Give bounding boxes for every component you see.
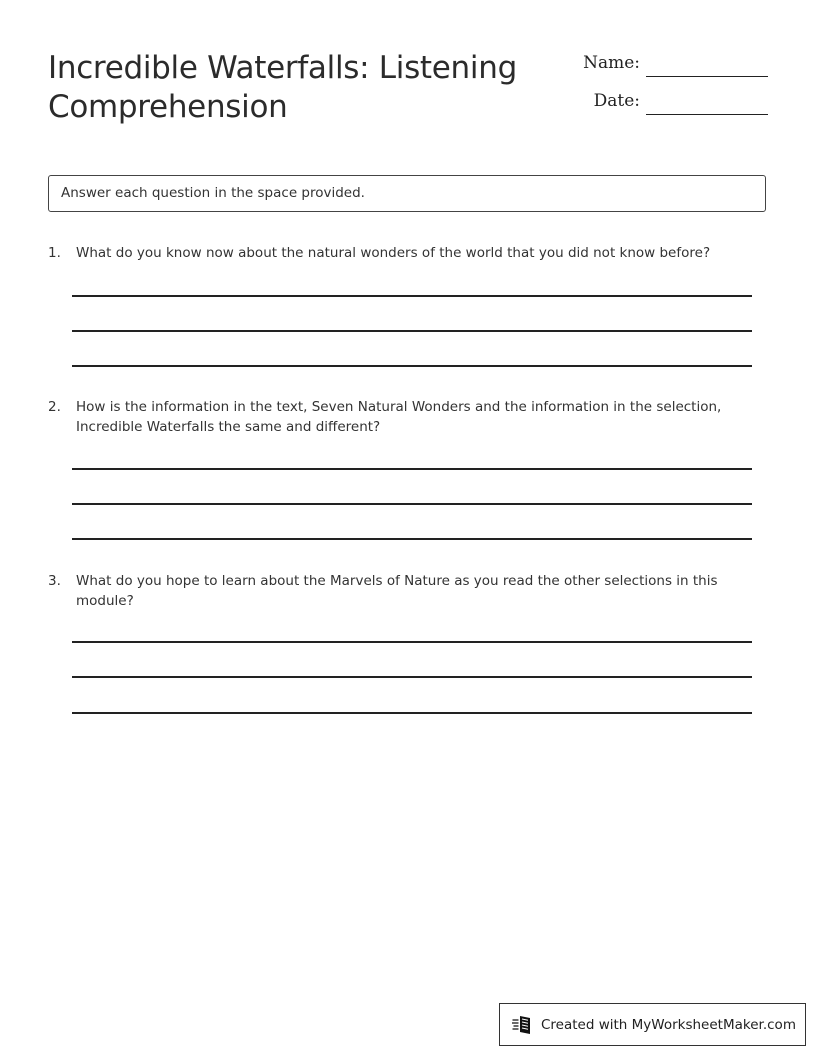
name-label: Name: <box>583 53 640 73</box>
answer-line[interactable] <box>72 365 752 367</box>
answer-line[interactable] <box>72 295 752 297</box>
name-field <box>560 53 768 81</box>
answer-line[interactable] <box>72 330 752 332</box>
question-number: 2. <box>48 399 61 415</box>
date-blank-line[interactable] <box>646 114 768 115</box>
date-label: Date: <box>593 91 640 111</box>
answer-line[interactable] <box>72 468 752 470</box>
question-text: What do you hope to learn about the Marvels of Nature as you read the other selections in this module? <box>76 573 718 609</box>
question-text: What do you know now about the natural wonders of the world that you did not know before? <box>76 245 711 261</box>
instructions-box: Answer each question in the space provided. <box>48 175 766 212</box>
answer-line[interactable] <box>72 712 752 714</box>
date-field <box>560 91 768 119</box>
answer-line[interactable] <box>72 538 752 540</box>
created-with-badge[interactable] <box>499 1003 806 1046</box>
question-number: 1. <box>48 245 61 261</box>
worksheet-title: Incredible Waterfalls: Listening Comprehension <box>48 50 517 125</box>
worksheet-maker-logo-icon <box>512 1014 534 1036</box>
question-text: How is the information in the text, Seven Natural Wonders and the information in the selection, Incredible Waterfalls the same and different? <box>76 399 722 435</box>
question-number: 3. <box>48 573 61 589</box>
name-blank-line[interactable] <box>646 76 768 77</box>
answer-line[interactable] <box>72 676 752 678</box>
answer-line[interactable] <box>72 641 752 643</box>
footer-text: Created with MyWorksheetMaker.com <box>541 1017 796 1033</box>
answer-line[interactable] <box>72 503 752 505</box>
